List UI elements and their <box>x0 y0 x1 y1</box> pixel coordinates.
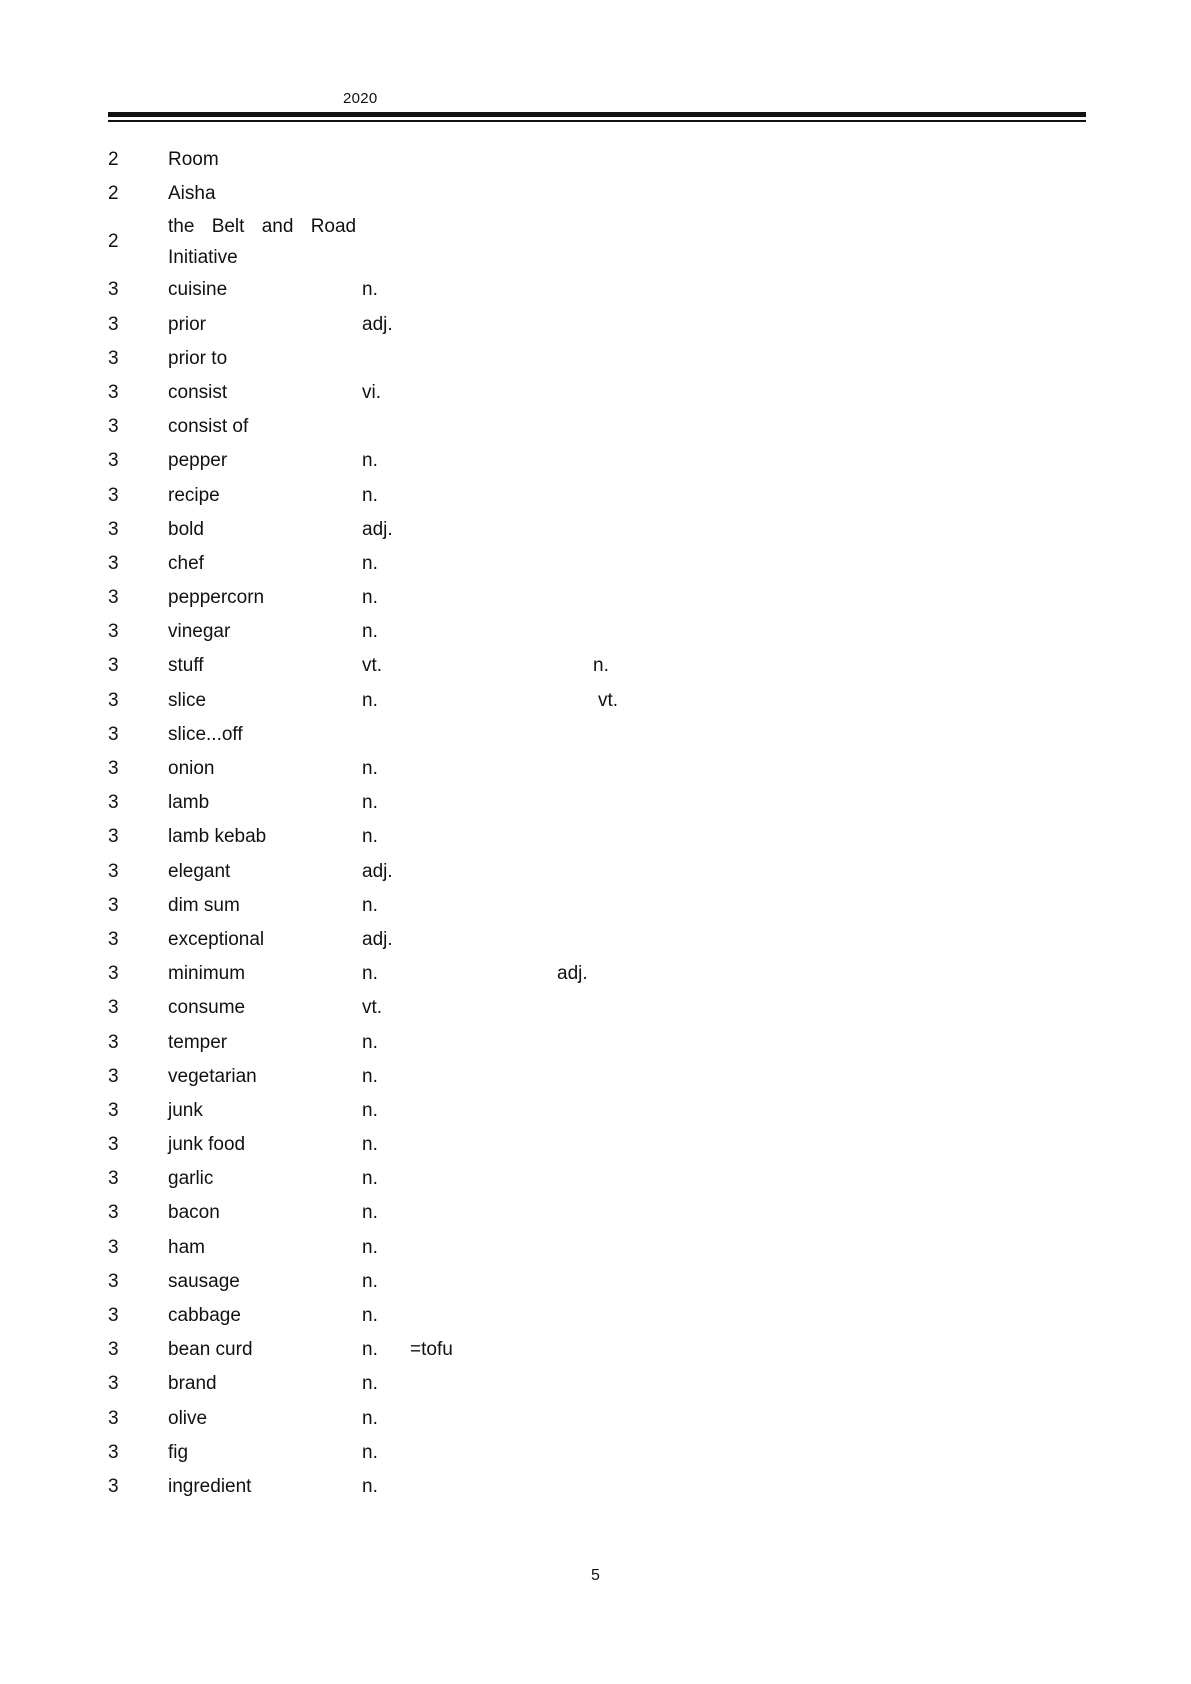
part-of-speech: vi. <box>362 381 381 403</box>
unit-number: 3 <box>108 1441 119 1463</box>
part-of-speech: n. <box>362 279 378 301</box>
unit-number: 3 <box>108 860 119 882</box>
vocab-word: sausage <box>168 1270 240 1292</box>
vocab-word: junk <box>168 1099 203 1121</box>
unit-number: 3 <box>108 416 119 438</box>
unit-number: 3 <box>108 928 119 950</box>
part-of-speech: n. <box>362 1099 378 1121</box>
part-of-speech: n. <box>362 894 378 916</box>
vocab-word: slice...off <box>168 723 243 745</box>
vocab-word: prior to <box>168 347 228 369</box>
vocab-word: garlic <box>168 1168 214 1190</box>
vocab-row <box>108 1231 1086 1265</box>
part-of-speech: n. <box>362 587 378 609</box>
vocab-row <box>108 479 1086 513</box>
vocabulary-list <box>108 143 1086 1504</box>
vocab-row <box>108 752 1086 786</box>
unit-number: 3 <box>108 1099 119 1121</box>
vocab-word: chef <box>168 552 204 574</box>
vocab-row <box>108 1060 1086 1094</box>
unit-number: 3 <box>108 758 119 779</box>
unit-number: 3 <box>108 484 119 506</box>
unit-number: 3 <box>108 450 119 472</box>
part-of-speech: n. <box>362 689 378 711</box>
unit-number: 3 <box>108 1407 119 1429</box>
vocab-row <box>108 786 1086 820</box>
part-of-speech: n. <box>362 1270 378 1292</box>
unit-number: 3 <box>108 518 119 540</box>
unit-number: 3 <box>108 1339 119 1361</box>
vocab-word: lamb <box>168 792 210 814</box>
vocab-row <box>108 1299 1086 1333</box>
second-part-of-speech: vt. <box>598 689 619 711</box>
part-of-speech: n. <box>362 1339 378 1361</box>
page-header <box>108 88 1086 122</box>
vocab-word: brand <box>168 1373 217 1395</box>
part-of-speech: n. <box>362 826 378 848</box>
header-double-rule <box>108 112 1086 122</box>
part-of-speech: n. <box>362 1441 378 1463</box>
header-year: 2020 <box>343 90 378 107</box>
vocab-row <box>108 513 1086 547</box>
part-of-speech: adj. <box>362 860 393 882</box>
unit-number: 3 <box>108 1168 119 1190</box>
vocab-row <box>108 1026 1086 1060</box>
part-of-speech: n. <box>362 1031 378 1053</box>
vocab-row <box>108 1402 1086 1436</box>
page-number: 5 <box>591 1567 600 1584</box>
part-of-speech: vt. <box>362 997 383 1019</box>
vocab-word: junk food <box>168 1134 246 1156</box>
vocab-word: prior <box>168 313 207 335</box>
vocab-word: pepper <box>168 450 228 472</box>
unit-number: 3 <box>108 1031 119 1053</box>
part-of-speech: adj. <box>362 313 393 335</box>
vocab-word: lamb kebab <box>168 826 267 848</box>
unit-number: 3 <box>108 313 119 335</box>
part-of-speech: n. <box>362 1202 378 1224</box>
vocab-row <box>108 1470 1086 1504</box>
unit-number: 3 <box>108 1065 119 1087</box>
unit-number: 3 <box>108 963 119 985</box>
vocab-row <box>108 273 1086 307</box>
vocab-row <box>108 615 1086 649</box>
vocab-row <box>108 547 1086 581</box>
vocab-word: slice <box>168 689 207 711</box>
part-of-speech: n. <box>362 450 378 472</box>
vocab-word: onion <box>168 758 215 779</box>
unit-number: 3 <box>108 1270 119 1292</box>
vocab-word: consume <box>168 997 246 1019</box>
vocab-row <box>108 649 1086 683</box>
vocab-word: vegetarian <box>168 1065 257 1087</box>
vocab-row <box>108 581 1086 615</box>
unit-number: 3 <box>108 655 119 677</box>
unit-number: 2 <box>108 231 119 253</box>
vocab-word: consist of <box>168 416 249 438</box>
vocab-row <box>108 1196 1086 1230</box>
second-part-of-speech: n. <box>593 655 609 677</box>
vocab-row <box>108 718 1086 752</box>
unit-number: 3 <box>108 1305 119 1326</box>
part-of-speech: n. <box>362 963 378 985</box>
vocab-word: vinegar <box>168 621 231 643</box>
unit-number: 3 <box>108 587 119 609</box>
vocab-row <box>108 410 1086 444</box>
unit-number: 3 <box>108 792 119 814</box>
part-of-speech: adj. <box>362 518 393 540</box>
vocab-word: olive <box>168 1407 208 1429</box>
vocab-row <box>108 1367 1086 1401</box>
vocab-word: temper <box>168 1031 228 1053</box>
vocab-row <box>108 991 1086 1025</box>
part-of-speech: n. <box>362 1134 378 1156</box>
vocab-word: stuff <box>168 655 204 677</box>
vocab-row <box>108 684 1086 718</box>
vocab-word: ingredient <box>168 1475 252 1497</box>
unit-number: 3 <box>108 621 119 643</box>
unit-number: 3 <box>108 1202 119 1224</box>
vocab-word: dim sum <box>168 894 240 916</box>
vocab-word: fig <box>168 1441 189 1463</box>
vocab-row <box>108 1162 1086 1196</box>
vocab-row <box>108 820 1086 854</box>
vocab-row <box>108 855 1086 889</box>
unit-number: 3 <box>108 552 119 574</box>
vocab-row <box>108 211 1086 273</box>
unit-number: 3 <box>108 723 119 745</box>
vocab-row <box>108 308 1086 342</box>
unit-number: 3 <box>108 381 119 403</box>
part-of-speech: n. <box>362 552 378 574</box>
vocab-word: consist <box>168 381 228 403</box>
vocab-word: recipe <box>168 484 220 506</box>
vocab-word: Room <box>168 149 219 170</box>
vocab-word: bold <box>168 518 204 540</box>
unit-number: 3 <box>108 1134 119 1156</box>
vocab-row <box>108 889 1086 923</box>
unit-number: 3 <box>108 347 119 369</box>
part-of-speech: n. <box>362 484 378 506</box>
part-of-speech: n. <box>362 758 378 779</box>
vocab-word: peppercorn <box>168 587 265 609</box>
vocab-row <box>108 1265 1086 1299</box>
vocab-word: bean curd <box>168 1339 253 1361</box>
vocab-word: minimum <box>168 963 246 985</box>
part-of-speech: n. <box>362 1475 378 1497</box>
second-part-of-speech: adj. <box>557 963 588 985</box>
vocab-row <box>108 923 1086 957</box>
vocab-word: cabbage <box>168 1305 241 1326</box>
part-of-speech: n. <box>362 1168 378 1190</box>
synonym-note: =tofu <box>410 1339 453 1361</box>
vocab-word: elegant <box>168 860 231 882</box>
vocab-word: cuisine <box>168 279 228 301</box>
vocab-row <box>108 444 1086 478</box>
part-of-speech: n. <box>362 1236 378 1258</box>
part-of-speech: n. <box>362 1065 378 1087</box>
part-of-speech: adj. <box>362 928 393 950</box>
part-of-speech: n. <box>362 1373 378 1395</box>
vocab-row <box>108 1436 1086 1470</box>
vocab-row <box>108 1128 1086 1162</box>
unit-number: 3 <box>108 689 119 711</box>
unit-number: 2 <box>108 183 119 205</box>
unit-number: 3 <box>108 826 119 848</box>
vocab-row <box>108 957 1086 991</box>
unit-number: 3 <box>108 997 119 1019</box>
unit-number: 3 <box>108 894 119 916</box>
unit-number: 3 <box>108 1373 119 1395</box>
vocab-row <box>108 376 1086 410</box>
vocab-word: exceptional <box>168 928 265 950</box>
unit-number: 3 <box>108 279 119 301</box>
unit-number: 3 <box>108 1236 119 1258</box>
vocab-word: the Belt and Road Initiative <box>168 216 357 269</box>
vocab-word: ham <box>168 1236 205 1258</box>
vocab-row <box>108 143 1086 177</box>
vocab-row <box>108 342 1086 376</box>
vocab-word: Aisha <box>168 183 216 205</box>
vocab-row <box>108 1094 1086 1128</box>
part-of-speech: n. <box>362 792 378 814</box>
vocab-word: bacon <box>168 1202 220 1224</box>
vocab-row <box>108 177 1086 211</box>
part-of-speech: vt. <box>362 655 383 677</box>
part-of-speech: n. <box>362 1407 378 1429</box>
part-of-speech: n. <box>362 1305 378 1326</box>
vocab-row <box>108 1333 1086 1367</box>
unit-number: 2 <box>108 149 119 170</box>
unit-number: 3 <box>108 1475 119 1497</box>
part-of-speech: n. <box>362 621 378 643</box>
